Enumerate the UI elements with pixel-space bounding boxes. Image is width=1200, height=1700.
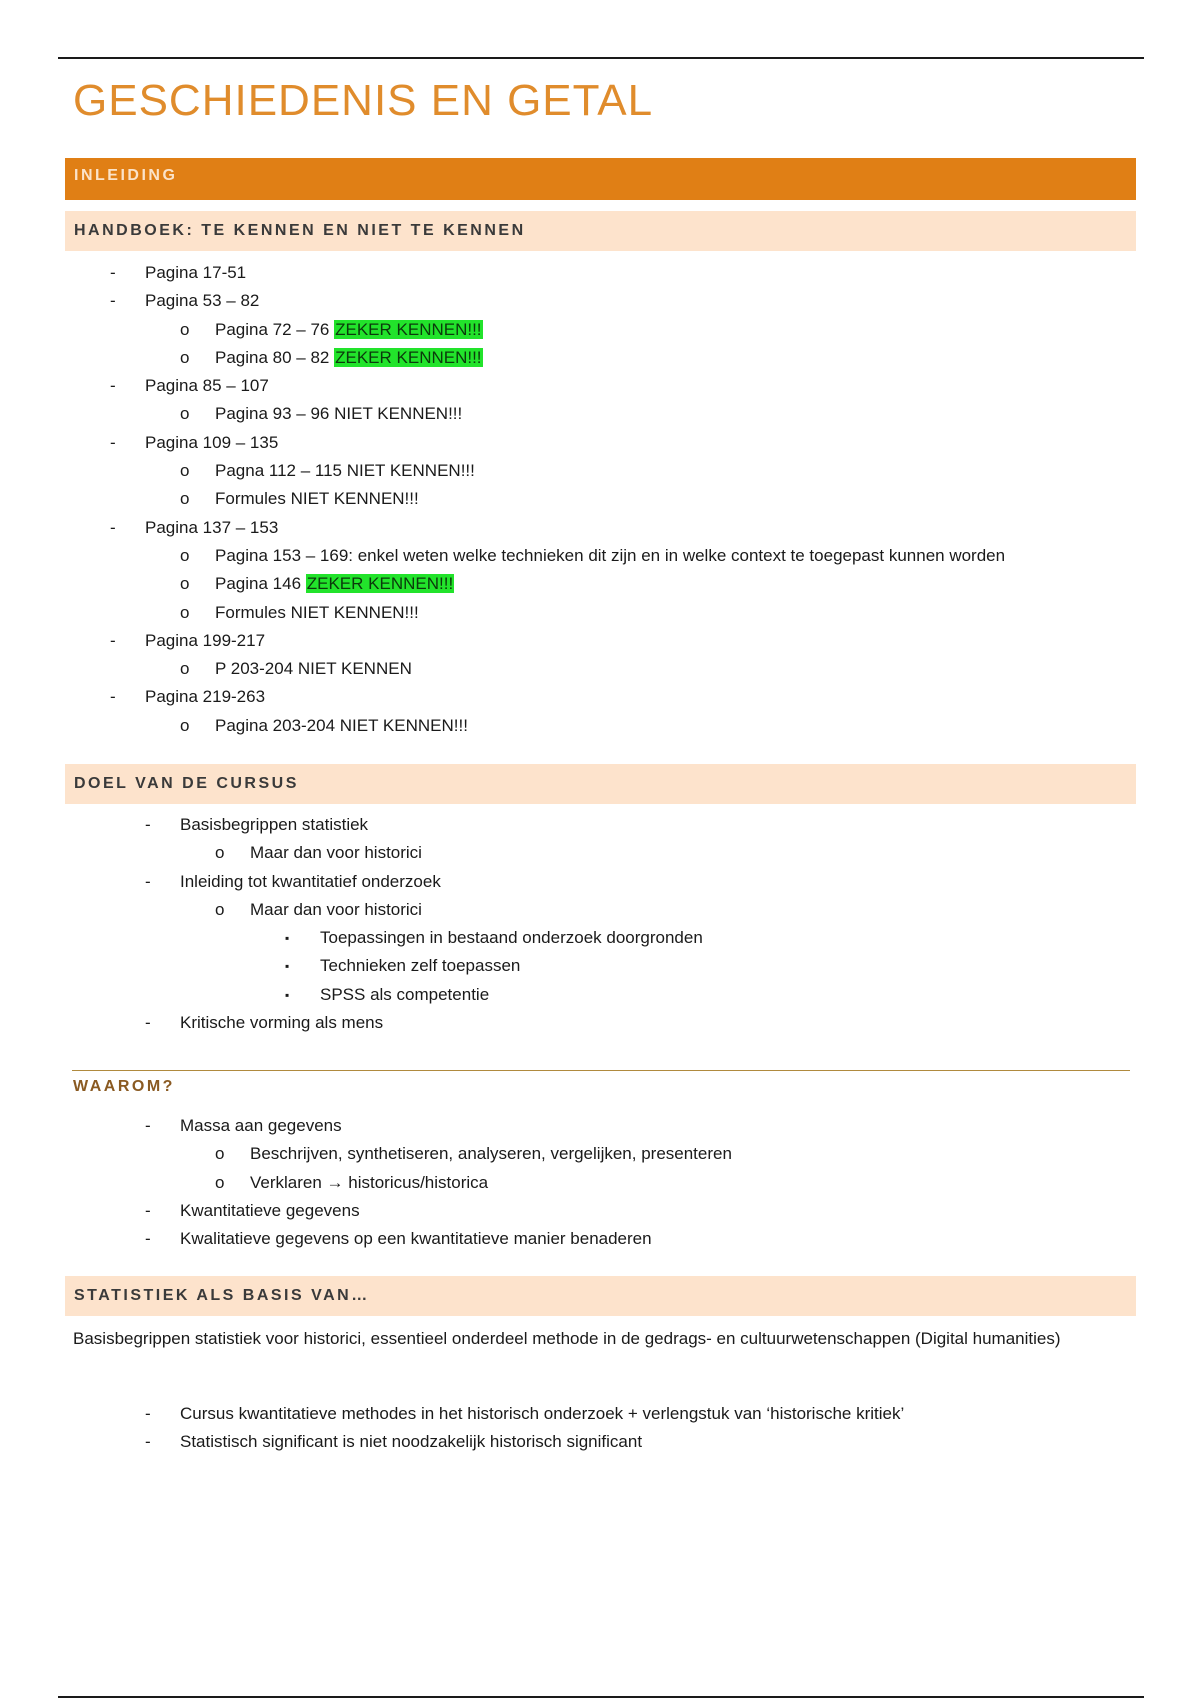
list-item-text: P 203-204 NIET KENNEN	[215, 659, 412, 679]
list-item-text: Pagina 219-263	[145, 687, 266, 707]
list-item	[0, 1169, 1150, 1197]
list-item	[0, 952, 1150, 980]
circle-bullet-icon: o	[215, 1144, 225, 1164]
section-heading-handboek: HANDBOEK: TE KENNEN EN NIET TE KENNEN	[65, 211, 1136, 251]
square-bullet-icon: ▪	[285, 931, 290, 946]
dash-bullet-icon: -	[110, 376, 116, 396]
dash-bullet-icon: -	[110, 432, 116, 452]
circle-bullet-icon: o	[180, 602, 190, 622]
statistiek-paragraph: Basisbegrippen statistiek voor historici, essentieel onderdeel methode in de gedrags- en cultuurwetenschappen (Digital humanities)	[73, 1329, 1061, 1348]
list-item-text: Inleiding tot kwantitatief onderzoek	[180, 871, 441, 891]
list-item-text: Verklaren → historicus/historica	[250, 1172, 489, 1192]
list-item-text: Pagina 199-217	[145, 630, 266, 650]
circle-bullet-icon: o	[180, 545, 190, 565]
list-item	[0, 372, 1150, 400]
list-item-text: Pagina 80 – 82	[215, 347, 335, 367]
dash-bullet-icon: -	[110, 687, 116, 707]
list-item-text: Kritische vorming als mens	[180, 1013, 384, 1033]
dash-bullet-icon: -	[110, 517, 116, 537]
list-item-text: Pagina 109 – 135	[145, 432, 279, 452]
dash-bullet-icon: -	[145, 1404, 151, 1423]
list-item-text: Kwalitatieve gegevens op een kwantitatieve manier benaderen	[180, 1229, 652, 1249]
list-item-text: Pagina 203-204 NIET KENNEN!!!	[215, 715, 468, 735]
list-item-text: Statistisch significant is niet noodzakelijk historisch significant	[180, 1432, 643, 1452]
list-item	[0, 287, 1150, 315]
list-item-text: Pagina 17-51	[145, 263, 247, 282]
circle-bullet-icon: o	[180, 574, 190, 594]
statistiek-list	[0, 1400, 1150, 1457]
list-item	[0, 868, 1150, 896]
section-heading-inleiding: INLEIDING	[65, 158, 1136, 200]
circle-bullet-icon: o	[215, 1172, 225, 1192]
list-item	[0, 1112, 1150, 1140]
list-item	[0, 429, 1150, 457]
list-item	[0, 839, 1150, 867]
list-item-text: Basisbegrippen statistiek	[180, 815, 369, 834]
list-item	[0, 1197, 1150, 1225]
list-item-text: Kwantitatieve gegevens	[180, 1200, 360, 1220]
list-item-text: Cursus kwantitatieve methodes in het historisch onderzoek + verlengstuk van ‘historische kritiek’	[180, 1404, 905, 1423]
list-item	[0, 655, 1150, 683]
waarom-rule	[72, 1070, 1130, 1071]
list-item	[0, 896, 1150, 924]
list-item-text: Pagina 85 – 107	[145, 376, 269, 396]
section-heading-statistiek: STATISTIEK ALS BASIS VAN…	[65, 1276, 1136, 1316]
list-item	[0, 981, 1150, 1009]
highlighted-text: ZEKER KENNEN!!!	[335, 347, 482, 367]
circle-bullet-icon: o	[180, 659, 190, 679]
dash-bullet-icon: -	[145, 1116, 151, 1135]
highlighted-text: ZEKER KENNEN!!!	[335, 319, 482, 339]
bottom-rule	[58, 1696, 1144, 1698]
list-item	[0, 599, 1150, 627]
list-item-line	[215, 570, 454, 598]
list-item-text: Formules NIET KENNEN!!!	[215, 489, 419, 509]
list-item-text: Toepassingen in bestaand onderzoek doorgronden	[320, 928, 703, 948]
list-item	[0, 542, 1150, 570]
list-item-text: Maar dan voor historici	[250, 843, 422, 863]
top-rule	[58, 57, 1144, 59]
circle-bullet-icon: o	[180, 715, 190, 735]
list-item-text: Pagina 146	[215, 574, 306, 594]
dash-bullet-icon: -	[145, 871, 151, 891]
list-item-text: Pagina 137 – 153	[145, 517, 279, 537]
list-item	[0, 316, 1150, 344]
list-item-text: Pagina 153 – 169: enkel weten welke technieken dit zijn en in welke context te toegepast kunnen worden	[215, 545, 1006, 565]
doel-list	[0, 811, 1150, 1037]
circle-bullet-icon: o	[180, 347, 190, 367]
dash-bullet-icon: -	[110, 291, 116, 311]
list-item	[0, 1225, 1150, 1253]
list-item	[0, 683, 1150, 711]
list-item-text: Formules NIET KENNEN!!!	[215, 602, 419, 622]
list-item-line	[215, 344, 483, 372]
list-item	[0, 570, 1150, 598]
dash-bullet-icon: -	[110, 263, 116, 282]
circle-bullet-icon: o	[180, 461, 190, 481]
circle-bullet-icon: o	[215, 899, 225, 919]
document-title: GESCHIEDENIS EN GETAL	[73, 76, 654, 125]
circle-bullet-icon: o	[180, 319, 190, 339]
dash-bullet-icon: -	[145, 1013, 151, 1033]
section-heading-doel: DOEL VAN DE CURSUS	[65, 764, 1136, 804]
waarom-list	[0, 1112, 1150, 1253]
dash-bullet-icon: -	[110, 630, 116, 650]
highlighted-text: ZEKER KENNEN!!!	[306, 574, 454, 594]
list-item	[0, 457, 1150, 485]
handboek-list	[0, 259, 1150, 740]
list-item	[0, 1140, 1150, 1168]
list-item-line	[215, 316, 483, 344]
list-item	[0, 811, 1150, 839]
circle-bullet-icon: o	[215, 843, 225, 863]
square-bullet-icon: ▪	[285, 987, 290, 1002]
list-item	[0, 344, 1150, 372]
list-item-text: Pagina 53 – 82	[145, 291, 260, 311]
section-heading-waarom: WAAROM?	[73, 1078, 175, 1095]
list-item	[0, 485, 1150, 513]
dash-bullet-icon: -	[145, 1432, 151, 1452]
dash-bullet-icon: -	[145, 1200, 151, 1220]
list-item-text: Massa aan gegevens	[180, 1116, 342, 1135]
list-item	[0, 627, 1150, 655]
circle-bullet-icon: o	[180, 404, 190, 424]
list-item	[0, 924, 1150, 952]
list-item	[0, 514, 1150, 542]
dash-bullet-icon: -	[145, 815, 151, 834]
list-item	[0, 1400, 1150, 1428]
list-item	[0, 259, 1150, 287]
list-item-text: Maar dan voor historici	[250, 899, 422, 919]
square-bullet-icon: ▪	[285, 959, 290, 974]
list-item-text: Pagna 112 – 115 NIET KENNEN!!!	[215, 461, 475, 481]
list-item	[0, 1428, 1150, 1456]
list-item	[0, 712, 1150, 740]
list-item-text: Pagina 72 – 76	[215, 319, 335, 339]
list-item-text: SPSS als competentie	[320, 984, 490, 1004]
list-item-text: Pagina 93 – 96 NIET KENNEN!!!	[215, 404, 463, 424]
list-item-text: Beschrijven, synthetiseren, analyseren, vergelijken, presenteren	[250, 1144, 732, 1164]
circle-bullet-icon: o	[180, 489, 190, 509]
list-item-text: Technieken zelf toepassen	[320, 956, 521, 976]
list-item	[0, 400, 1150, 428]
list-item	[0, 1009, 1150, 1037]
dash-bullet-icon: -	[145, 1229, 151, 1249]
